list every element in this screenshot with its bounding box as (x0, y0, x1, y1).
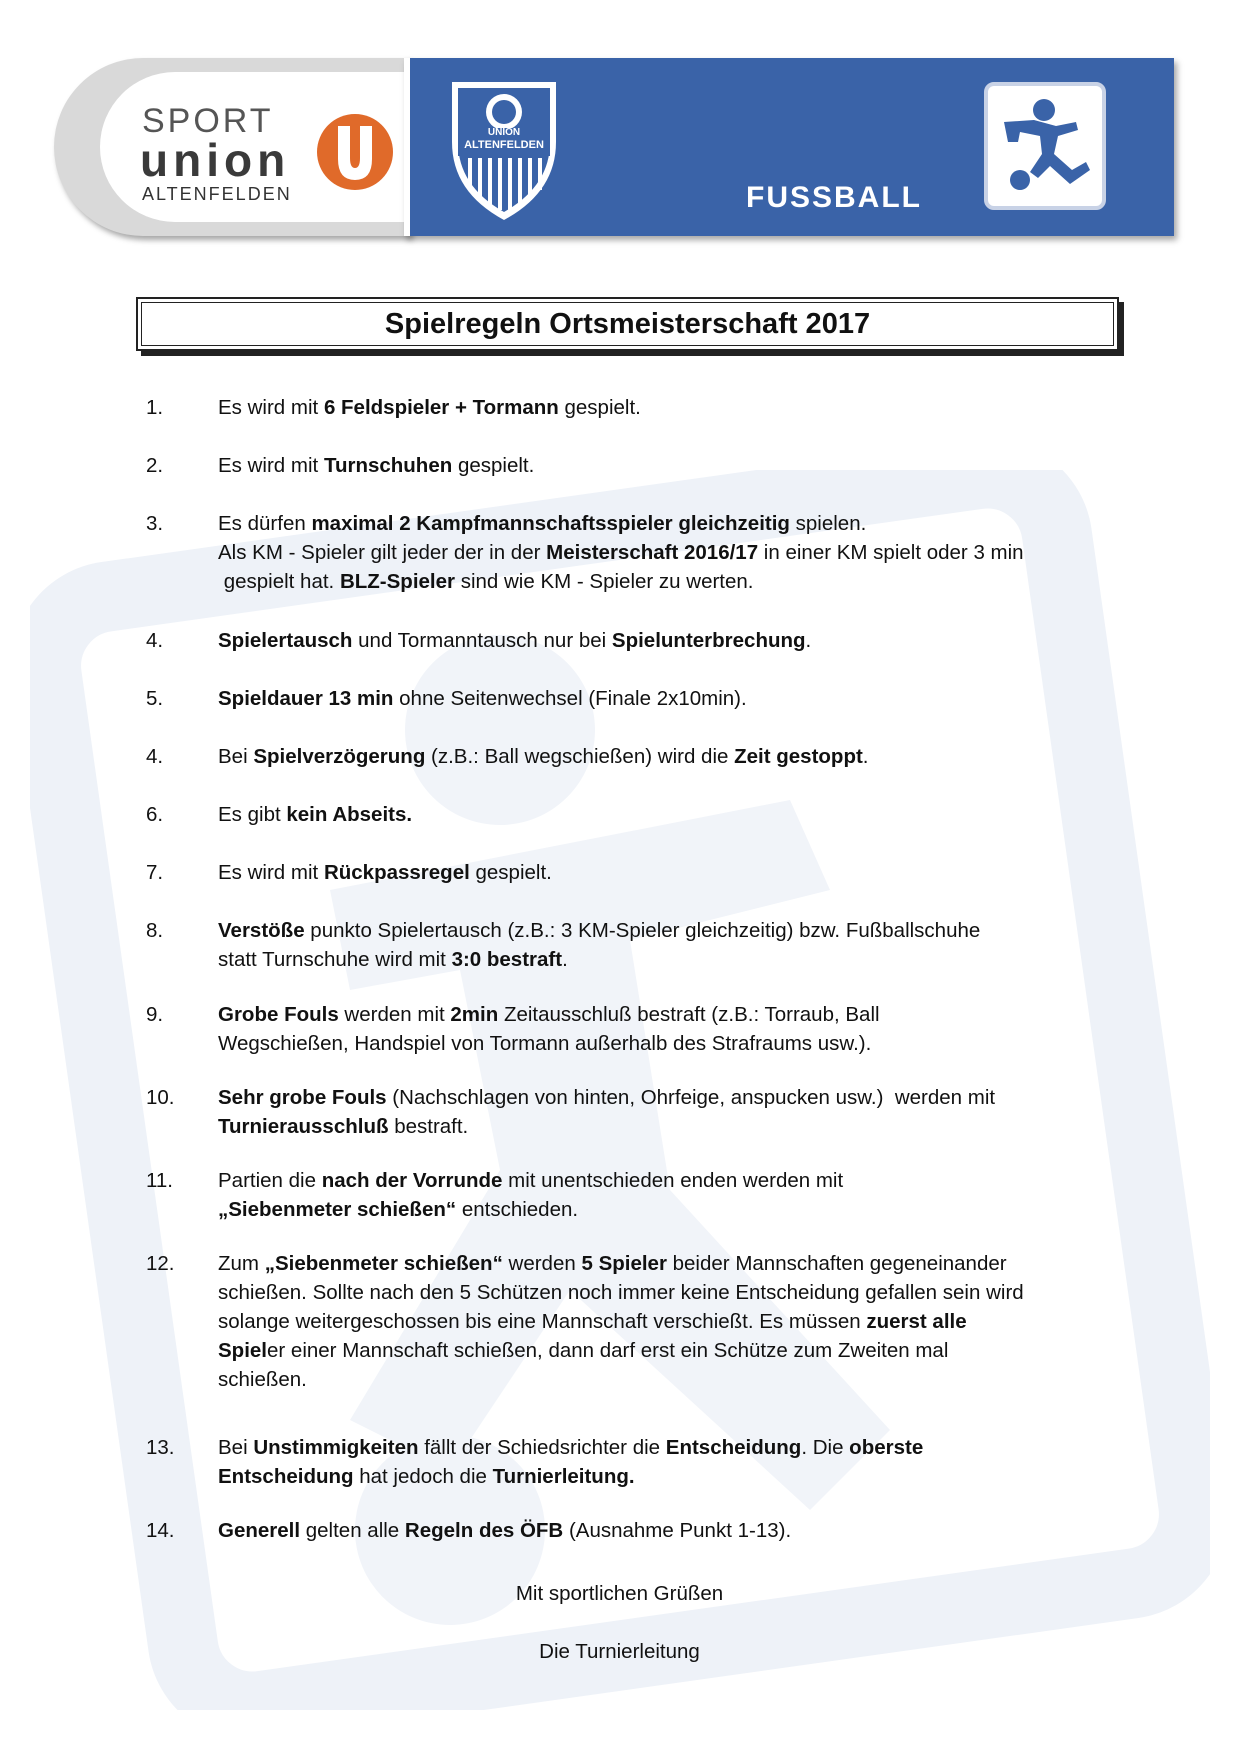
logo-place-text: ALTENFELDEN (142, 184, 292, 204)
rule-segment: (Nachschlagen von hinten, Ohrfeige, anspucken usw.) werden mit (386, 1086, 996, 1109)
rule-segment: in einer KM spielt oder 3 min (758, 541, 1024, 564)
rule-segment: . (562, 948, 568, 971)
rule-line (218, 1000, 1098, 1029)
rule-line (218, 1336, 1098, 1365)
rule-segment: ohne Seitenwechsel (Finale 2x10min). (393, 687, 747, 710)
rule-segment: Wegschießen, Handspiel von Tormann außerhalb des Strafraums usw.). (218, 1032, 872, 1055)
rule-text (218, 858, 1098, 887)
rule-emphasis: 5 Spieler (581, 1252, 667, 1275)
rule-text (218, 916, 1098, 974)
rule-line (218, 1083, 1098, 1112)
rule-segment: Es wird mit (218, 454, 324, 477)
football-player-icon (994, 92, 1096, 200)
rule-line (218, 945, 1098, 974)
rule-segment: spielen. (789, 512, 867, 535)
rule-segment: Partien die (218, 1169, 322, 1192)
rule-segment: gespielt. (452, 454, 535, 477)
rule-number: 3. (146, 512, 164, 535)
union-u-icon (316, 112, 394, 192)
rule-line (218, 509, 1098, 538)
rule-line (218, 1516, 1098, 1545)
crest-top-text: UNION (487, 127, 521, 138)
logo-union-text: union (140, 134, 291, 186)
rule-emphasis: BLZ-Spieler (339, 570, 455, 593)
rule-segment: werden mit (338, 1003, 451, 1026)
rule-line (218, 1462, 1098, 1491)
section-title: FUSSBALL (746, 181, 922, 214)
rule-emphasis: 6 Feldspieler + Tormann (323, 396, 559, 419)
rule-emphasis: Entscheidung (218, 1465, 354, 1488)
rule-emphasis: Grobe Fouls (218, 1003, 339, 1026)
rule-emphasis: kein Abseits. (286, 803, 413, 826)
rule-text (218, 451, 1098, 480)
rule-text (218, 626, 1098, 655)
rule-segment: punkto Spielertausch (z.B.: 3 KM-Spieler gleichzeitig) bzw. Fußballschuhe (304, 919, 981, 942)
rule-emphasis: Meisterschaft 2016/17 (546, 541, 759, 564)
rule-text (218, 1433, 1098, 1491)
rule-segment: Zum (218, 1252, 265, 1275)
rule-segment: (Ausnahme Punkt 1-13). (563, 1519, 792, 1542)
rule-line (218, 1433, 1098, 1462)
rule-segment: . (862, 745, 869, 768)
rule-emphasis: Turnierausschluß (218, 1115, 389, 1138)
rule-segment: schießen. (218, 1368, 307, 1391)
rule-number: 10. (146, 1086, 175, 1109)
rule-number: 4. (146, 745, 164, 768)
rule-emphasis: Generell (218, 1519, 301, 1542)
closing-signature: Die Turnierleitung (539, 1640, 700, 1663)
rule-emphasis: nach der Vorrunde (321, 1169, 503, 1192)
rule-number: 14. (146, 1519, 175, 1542)
rule-text (218, 800, 1098, 829)
rule-emphasis: Entscheidung (665, 1436, 802, 1459)
rule-segment: Es dürfen (218, 512, 312, 535)
rule-line (218, 567, 1098, 596)
rule-emphasis: Rückpassregel (323, 861, 470, 884)
rule-emphasis: maximal 2 Kampfmannschaftsspieler gleichzeitig (311, 512, 790, 535)
rule-text (218, 1000, 1098, 1058)
rule-emphasis: 3:0 bestraft (451, 948, 563, 971)
rule-emphasis: Zeit gestoppt (734, 745, 863, 768)
rule-segment: sind wie KM - Spieler zu werten. (455, 570, 754, 593)
rule-emphasis: „Siebenmeter schießen“ (264, 1252, 503, 1275)
rule-number: 6. (146, 803, 164, 826)
rule-number: 4. (146, 629, 164, 652)
closing-greeting: Mit sportlichen Grüßen (515, 1582, 724, 1605)
rule-emphasis: Regeln des ÖFB (404, 1519, 564, 1542)
rule-line (218, 858, 1098, 887)
rule-segment: . Die (801, 1436, 850, 1459)
rule-number: 8. (146, 919, 164, 942)
rule-segment: gespielt hat. (218, 570, 340, 593)
rule-line (218, 538, 1098, 567)
logo-sport-text: SPORT (142, 102, 274, 140)
rule-number: 7. (146, 861, 164, 884)
rule-line (218, 451, 1098, 480)
rule-segment: Als KM - Spieler gilt jeder der in der (218, 541, 547, 564)
rule-segment: gelten alle (300, 1519, 405, 1542)
rule-line (218, 1195, 1098, 1224)
document-title-box (136, 297, 1119, 351)
rule-emphasis: Unstimmigkeiten (253, 1436, 419, 1459)
rule-segment: beider Mannschaften gegeneinander (666, 1252, 1007, 1275)
rule-segment: und Tormanntausch nur bei (352, 629, 612, 652)
rule-emphasis: Spieldauer 13 min (218, 687, 394, 710)
rule-text (218, 1083, 1098, 1141)
rule-line (218, 1249, 1098, 1278)
rule-line (218, 684, 1098, 713)
rule-segment: Es gibt (218, 803, 287, 826)
rule-segment: er einer Mannschaft schießen, dann darf erst ein Schütze zum Zweiten mal (267, 1339, 949, 1362)
rule-number: 13. (146, 1436, 175, 1459)
rule-line (218, 626, 1098, 655)
rule-segment: Es wird mit (218, 396, 324, 419)
document-title: Spielregeln Ortsmeisterschaft 2017 (384, 308, 871, 340)
rule-text (218, 509, 1098, 596)
rule-emphasis: 2min (450, 1003, 499, 1026)
rule-segment: Zeitausschluß bestraft (z.B.: Torraub, Ball (498, 1003, 880, 1026)
rule-emphasis: Turnierleitung. (492, 1465, 635, 1488)
rule-emphasis: Spiel (218, 1339, 267, 1362)
rule-line (218, 1112, 1098, 1141)
rule-segment: statt Turnschuhe wird mit (218, 948, 452, 971)
rule-line (218, 742, 1098, 771)
rule-segment: werden (502, 1252, 582, 1275)
rule-segment: Es wird mit (218, 861, 324, 884)
rule-segment: . (805, 629, 812, 652)
rule-emphasis: „Siebenmeter schießen“ (218, 1198, 457, 1221)
rule-emphasis: Verstöße (218, 919, 305, 942)
rule-number: 1. (146, 396, 164, 419)
rule-emphasis: Spielunterbrechung (611, 629, 806, 652)
rule-segment: hat jedoch die (353, 1465, 493, 1488)
rule-segment: fällt der Schiedsrichter die (418, 1436, 666, 1459)
rule-emphasis: Spielverzögerung (253, 745, 426, 768)
rule-line (218, 1307, 1098, 1336)
rule-text (218, 393, 1098, 422)
rule-number: 9. (146, 1003, 164, 1026)
rule-emphasis: Spielertausch (218, 629, 353, 652)
rule-number: 11. (146, 1169, 173, 1192)
header-banner (54, 58, 1174, 236)
rule-segment: (z.B.: Ball wegschießen) wird die (425, 745, 735, 768)
rule-line (218, 393, 1098, 422)
rule-line (218, 1029, 1098, 1058)
rule-line (218, 1365, 1098, 1394)
rule-segment: Bei (218, 745, 254, 768)
rule-line (218, 916, 1098, 945)
rule-line (218, 1278, 1098, 1307)
rule-text (218, 1166, 1098, 1224)
rule-segment: entschieden. (456, 1198, 579, 1221)
rule-segment: gespielt. (558, 396, 641, 419)
rule-line (218, 800, 1098, 829)
rule-segment: bestraft. (388, 1115, 469, 1138)
rule-emphasis: oberste (849, 1436, 924, 1459)
rule-text (218, 1516, 1098, 1545)
football-player-badge (984, 82, 1106, 210)
rule-text (218, 742, 1098, 771)
rule-number: 2. (146, 454, 164, 477)
rule-segment: schießen. Sollte nach den 5 Schützen noch immer keine Entscheidung gefallen sein wird (218, 1281, 1024, 1304)
rule-text (218, 684, 1098, 713)
crest-bottom-text: ALTENFELDEN (464, 139, 544, 151)
rule-number: 12. (146, 1252, 175, 1275)
rule-number: 5. (146, 687, 164, 710)
rule-segment: gespielt. (469, 861, 552, 884)
rule-emphasis: zuerst alle (866, 1310, 967, 1333)
rule-text (218, 1249, 1098, 1394)
rule-line (218, 1166, 1098, 1195)
rule-segment: mit unentschieden enden werden mit (502, 1169, 844, 1192)
rule-segment: Bei (218, 1436, 254, 1459)
rule-segment: solange weitergeschossen bis eine Mannschaft verschießt. Es müssen (218, 1310, 867, 1333)
rule-emphasis: Turnschuhen (323, 454, 453, 477)
rule-emphasis: Sehr grobe Fouls (218, 1086, 387, 1109)
